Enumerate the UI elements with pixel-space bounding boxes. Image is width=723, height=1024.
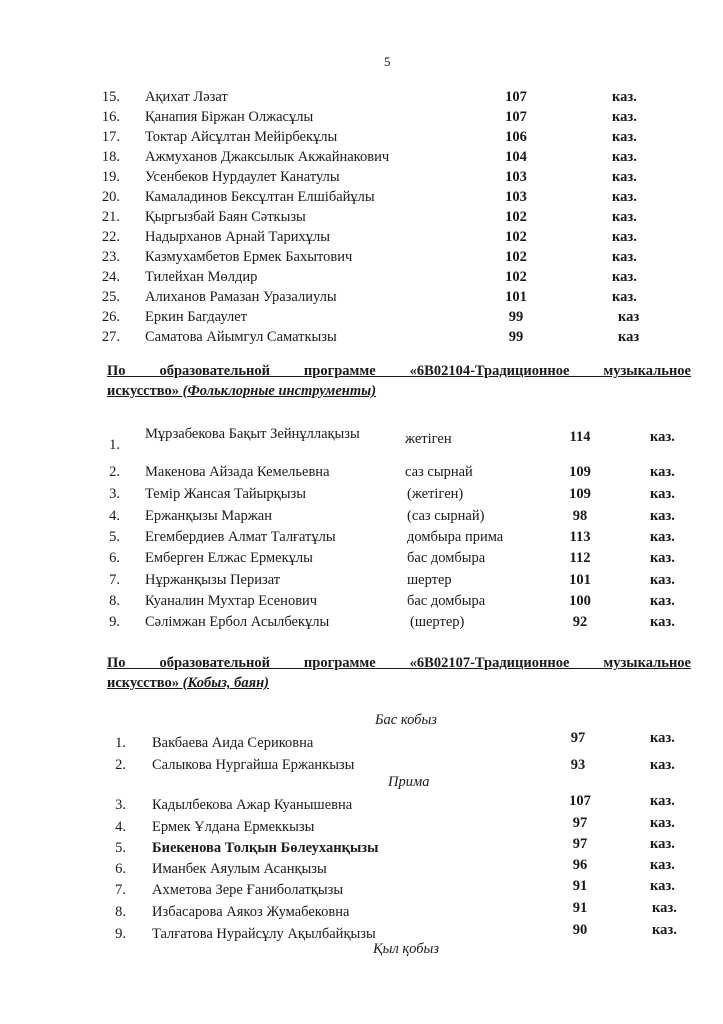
heading-italic: (Кобыз, баян) <box>182 675 270 691</box>
list-item: 2. Макенова Айзада Кемельевна саз сырнай 109 каз. <box>109 464 675 480</box>
list-item: 16. Қанапия Біржан Олжасұлы 107 каз. <box>101 109 637 125</box>
list-item: 1. Вакбаева Аида Сериковна 97 каз. <box>115 730 675 751</box>
heading-text: искусство» <box>107 675 183 691</box>
list-item: 21. Қыргызбай Баян Сәткызы 102 каз. <box>101 209 637 225</box>
list-item: 26. Еркин Багдаулет 99 каз <box>101 309 640 325</box>
list-item: 22. Надырханов Арнай Тарихұлы 102 каз. <box>101 229 637 245</box>
list-item: 6. Иманбек Аяулым Асанқызы 96 каз. <box>115 857 675 877</box>
heading-italic: (Фольклорные инструменты) <box>182 383 377 399</box>
list-item: 9. Талғатова Нурайсұлу Ақылбайқызы 90 каз. <box>115 922 677 942</box>
list-item: 25. Алиханов Рамазан Уразалиулы 101 каз. <box>101 289 637 305</box>
list-item: 8. Куаналин Мухтар Есенович бас домбыра 100 каз. <box>109 593 675 609</box>
list-item: 20. Камаладинов Бексұлтан Елшібайұлы 103 каз. <box>101 189 637 205</box>
page-number: 5 <box>384 54 391 69</box>
section-heading-kobyz: По образовательной программе «6В02107-Традиционное музыкальное <box>107 655 691 671</box>
heading-text: искусство» <box>107 383 183 399</box>
list-item: 15. Ақихат Ләзат 107 каз. <box>101 89 637 105</box>
section-heading-folk-line2 <box>107 381 376 401</box>
list-item: 8. Избасарова Аякоз Жумабековна 91 каз. <box>115 900 677 920</box>
list-item: 18. Ажмуханов Джаксылык Акжайнакович 104 каз. <box>101 149 637 165</box>
subsection-bas-kobyz: Бас кобыз <box>375 712 437 728</box>
section-heading-folk: По образовательной программе «6В02104-Традиционное музыкальное <box>107 363 691 379</box>
list-item: 6. Емберген Елжас Ермекұлы бас домбыра 112 каз. <box>109 550 675 566</box>
list-item: 19. Усенбеков Нурдаулет Канатулы 103 каз. <box>101 169 637 185</box>
list-item-highlighted: 5. Биекенова Толқын Бөлеуханқызы 97 каз. <box>115 836 675 856</box>
list-item: 27. Саматова Айымгул Саматкызы 99 каз <box>101 329 640 345</box>
list-item: 3. Темір Жансая Тайырқызы (жетіген) 109 каз. <box>109 486 675 502</box>
list-item: 2. Салыкова Нургайша Ержанкызы 93 каз. <box>115 757 675 773</box>
list-item: 4. Ермек Ұлдана Ермеккызы 97 каз. <box>115 815 675 835</box>
list-item: 3. Кадылбекова Ажар Куанышевна 107 каз. <box>115 793 675 813</box>
list-item: 4. Ержанқызы Маржан (саз сырнай) 98 каз. <box>109 508 675 524</box>
list-item: 24. Тилейхан Мөлдир 102 каз. <box>101 269 637 285</box>
list-item: 1. Мұрзабекова Бақыт Зейнұллақызы жетіген 114 каз. <box>109 426 675 453</box>
section-heading-kobyz-line2 <box>107 673 269 693</box>
subsection-qyl-kobyz: Қыл қобыз <box>373 941 440 957</box>
subsection-prima: Прима <box>388 774 430 790</box>
list-item: 9. Сәлімжан Ербол Асылбекұлы (шертер) 92 каз. <box>109 614 675 630</box>
list-item: 7. Ахметова Зере Ғаниболатқызы 91 каз. <box>115 878 675 898</box>
list-item: 17. Токтар Айсұлтан Мейірбекұлы 106 каз. <box>101 129 637 145</box>
list-item: 7. Нұржанқызы Перизат шертер 101 каз. <box>109 572 675 588</box>
list-item: 23. Казмухамбетов Ермек Бахытович 102 каз. <box>101 249 637 265</box>
list-item: 5. Егембердиев Алмат Талғатұлы домбыра прима 113 каз. <box>109 529 675 545</box>
